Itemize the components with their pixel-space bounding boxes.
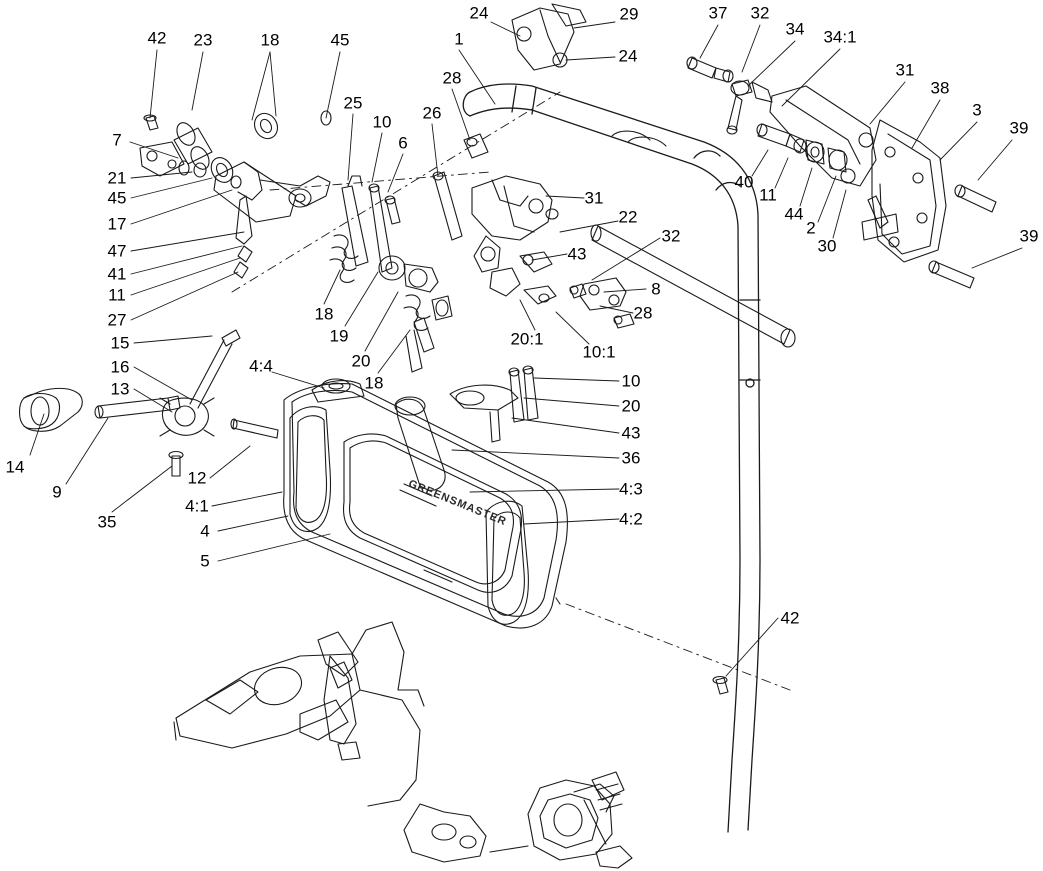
callout-number: 34:1	[823, 27, 857, 47]
product-marking: GREENSMASTER	[406, 477, 509, 529]
part-29-bracket	[512, 4, 586, 70]
callout-number: 2	[806, 218, 816, 238]
console-housing	[284, 379, 568, 628]
callout-number: 6	[398, 133, 408, 153]
callout-number: 4:2	[619, 509, 643, 529]
callout-number: 32	[750, 3, 770, 23]
hardware-42	[144, 115, 158, 130]
part-rod-9	[95, 396, 180, 418]
leader-lines-right	[700, 25, 1022, 268]
part-pin-12	[231, 419, 278, 438]
machine-frame-lower	[174, 622, 632, 868]
callout-number: 20:1	[510, 329, 544, 349]
callout-number: 10	[372, 112, 392, 132]
callout-number: 31	[584, 188, 604, 208]
callout-number: 24	[469, 3, 489, 23]
handlebar-grip-texture	[612, 131, 666, 146]
part-39-bolts	[929, 185, 996, 288]
callout-number: 18	[364, 373, 384, 393]
callout-number: 11	[108, 285, 126, 305]
part-42-bottom	[713, 677, 728, 695]
callout-number: 20	[351, 351, 371, 371]
callout-number: 4:3	[619, 479, 643, 499]
callout-number: 5	[200, 551, 210, 571]
callout-number: 37	[708, 3, 728, 23]
part-rod-6	[385, 196, 400, 224]
callout-number: 38	[930, 78, 950, 98]
lower-tube-joints	[330, 662, 624, 810]
callout-number: 36	[621, 448, 641, 468]
callout-number: 44	[784, 204, 804, 224]
callout-number: 11	[759, 185, 777, 205]
callout-number: 8	[651, 279, 661, 299]
callout-number: 39	[1019, 226, 1039, 246]
callout-number: 42	[147, 28, 167, 48]
part-34-arm	[770, 86, 876, 186]
callout-number: 41	[107, 264, 127, 284]
callout-number: 32	[661, 226, 681, 246]
callout-number: 34	[785, 19, 805, 39]
callout-number: 13	[110, 379, 130, 399]
callout-number: 10	[621, 371, 641, 391]
part-20-springs	[379, 256, 452, 372]
callout-number: 30	[817, 236, 837, 256]
part-3-plate	[862, 120, 946, 262]
callout-number: 7	[112, 130, 122, 150]
callout-number: 4	[200, 521, 210, 541]
center-control-bracket	[433, 134, 558, 304]
callout-number: 23	[193, 30, 213, 50]
callout-number: 21	[107, 168, 127, 188]
part-screw-35	[169, 452, 183, 477]
callout-number: 17	[107, 214, 127, 234]
callout-number: 40	[734, 172, 754, 192]
callout-number: 28	[442, 68, 462, 88]
callout-number: 26	[422, 103, 442, 123]
part-8-bracket	[570, 278, 634, 328]
callout-number: 35	[97, 512, 117, 532]
part-7-bracket	[140, 142, 184, 176]
callout-number: 20	[621, 396, 641, 416]
callout-number: 25	[343, 93, 363, 113]
callout-number: 4:4	[249, 356, 273, 376]
callout-number: 9	[52, 482, 62, 502]
callout-number: 15	[110, 333, 130, 353]
callout-number: 43	[621, 423, 641, 443]
callout-number: 45	[107, 188, 127, 208]
center-levers-10-20-43	[450, 366, 538, 442]
callout-number: 22	[618, 207, 638, 227]
callout-number: 31	[895, 60, 915, 80]
callout-number: 18	[314, 304, 334, 324]
callout-number: 42	[780, 608, 800, 628]
callout-number: 14	[5, 457, 25, 477]
callout-number: 39	[1009, 118, 1029, 138]
callout-number: 47	[107, 241, 127, 261]
callout-number: 29	[619, 4, 639, 24]
callout-number: 3	[972, 100, 982, 120]
callout-number: 18	[260, 30, 280, 50]
callout-number: 19	[329, 326, 349, 346]
callout-number: 10:1	[582, 342, 616, 362]
callout-number: 24	[618, 46, 638, 66]
callout-number: 28	[633, 303, 653, 323]
right-cluster-fasteners	[687, 57, 847, 172]
callout-number: 4:1	[185, 496, 209, 516]
part-bracket-16	[190, 330, 240, 408]
callout-number: 27	[107, 310, 127, 330]
part-rod-10	[369, 184, 392, 272]
part-grip-left	[20, 388, 83, 431]
callout-number: 12	[187, 468, 207, 488]
leader-lines-middle	[324, 22, 778, 676]
callout-number: 43	[567, 244, 587, 264]
callout-number: 16	[110, 357, 130, 377]
callout-number: 1	[454, 29, 464, 49]
part-knob-13	[160, 398, 214, 436]
callout-number: 45	[330, 30, 350, 50]
